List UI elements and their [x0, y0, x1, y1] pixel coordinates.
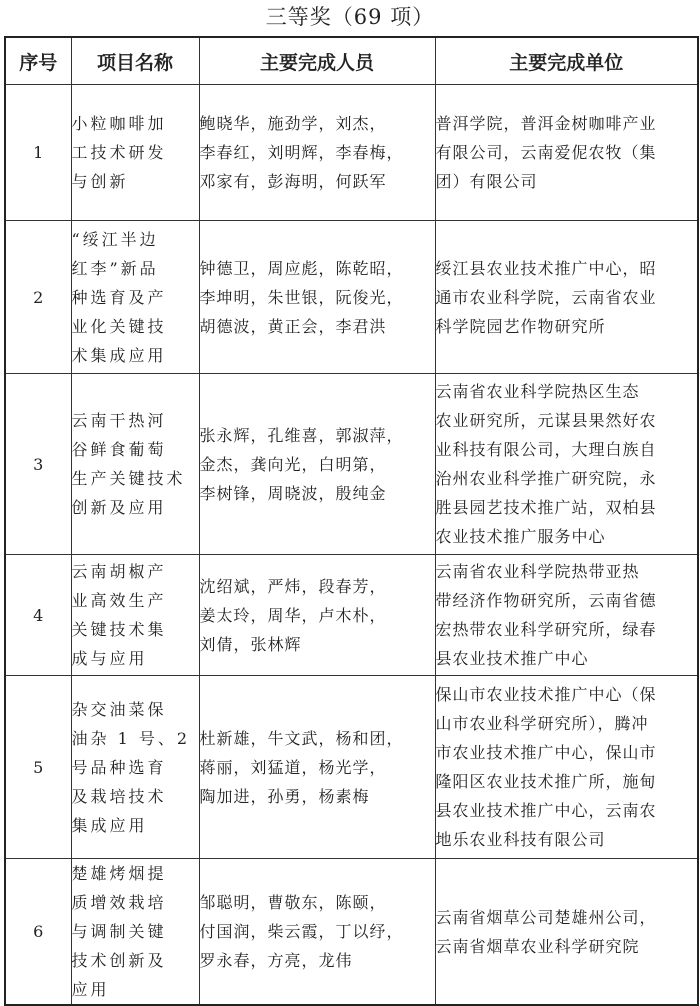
- units-line: 通市农业科学院，云南省农业: [435, 287, 657, 307]
- units-line: 普洱学院，普洱金树咖啡产业: [435, 114, 657, 133]
- row-people: [199, 555, 435, 676]
- row-units: [435, 221, 698, 374]
- row-people: [199, 221, 435, 374]
- people-line: 姜太玲，周华，卢木朴，: [199, 605, 387, 625]
- row-units: [435, 859, 698, 1006]
- project-name-line: 质增效栽培: [71, 893, 167, 912]
- units-line: 云南省烟草公司楚雄州公司，: [435, 907, 657, 927]
- project-name-line: 业化关键技: [71, 316, 167, 336]
- project-name-line: 生产关键技术: [71, 469, 186, 488]
- table-row: [5, 555, 698, 676]
- people-line: 蒋丽，刘猛道，杨光学，: [199, 757, 387, 777]
- project-name-line: 及栽培技术: [71, 786, 167, 806]
- project-name-line: 技术创新及: [71, 951, 167, 970]
- units-line: 带经济作物研究所，云南省德: [435, 591, 657, 610]
- units-line: 山市农业科学研究所），腾冲: [435, 714, 649, 733]
- row-seq: 1: [5, 85, 71, 221]
- row-seq: 4: [5, 555, 71, 676]
- row-units: [435, 555, 698, 676]
- project-name-line: 与创新: [71, 172, 129, 191]
- table-row: [5, 85, 698, 221]
- units-line: 业科技有限公司，大理白族自: [435, 440, 657, 459]
- row-units: [435, 374, 698, 555]
- project-name-line: 杂交油菜保: [71, 699, 167, 719]
- units-line: 云南省烟草农业科学研究院: [435, 936, 640, 956]
- project-name-line: 创新及应用: [71, 498, 167, 517]
- row-people: [199, 859, 435, 1006]
- row-project-name: [71, 859, 199, 1006]
- project-name-line: 云南胡椒产: [71, 562, 167, 581]
- units-line: 县农业技术推广中心，云南农: [435, 801, 657, 820]
- units-line: 市农业技术推广中心，保山市: [435, 743, 657, 762]
- units-line: 县农业技术推广中心: [435, 649, 589, 668]
- units-line: 有限公司，云南爱伲农牧（集: [435, 143, 657, 162]
- table-row: [5, 859, 698, 1006]
- project-name-line: 集成应用: [71, 815, 148, 835]
- project-name-line: 业高效生产: [71, 591, 167, 610]
- units-line: 团）有限公司: [435, 172, 538, 191]
- project-name-line: 应用: [71, 980, 110, 999]
- units-line: 治州农业科学推广研究院，永: [435, 469, 657, 488]
- people-line: 付国润，柴云霞，丁以纾，: [199, 922, 404, 941]
- project-name-line: 红李”新品: [71, 258, 159, 278]
- row-project-name: [71, 85, 199, 221]
- row-units: [435, 676, 698, 859]
- units-line: 宏热带农业科学研究所，绿春: [435, 620, 657, 639]
- people-line: 刘倩，张林辉: [199, 634, 302, 654]
- awards-table: [4, 36, 699, 1006]
- project-name-line: “绥江半边: [71, 229, 159, 249]
- people-line: 金杰，龚向光，白明第，: [199, 454, 387, 474]
- people-line: 胡德波，黄正会，李君洪: [199, 316, 387, 336]
- units-line: 农业技术推广服务中心: [435, 527, 606, 546]
- row-seq: 6: [5, 859, 71, 1006]
- page-title: 三等奖（69 项）: [265, 5, 435, 29]
- row-project-name: [71, 374, 199, 555]
- people-line: 邹聪明，曹敬东，陈颐，: [199, 893, 387, 912]
- header-units: 主要完成单位: [435, 37, 698, 85]
- header-seq: 序号: [5, 37, 71, 85]
- people-line: 鲍晓华，施劲学，刘杰，: [199, 114, 387, 133]
- project-name-line: 工技术研发: [71, 143, 167, 162]
- units-line: 胜县园艺技术推广站，双柏县: [435, 498, 657, 517]
- people-line: 李树锋，周晓波，殷纯金: [199, 483, 387, 503]
- row-people: [199, 676, 435, 859]
- units-line: 云南省农业科学院热带亚热: [435, 562, 640, 581]
- units-line: 农业研究所，元谋县果然好农: [435, 411, 657, 430]
- units-line: 绥江县农业技术推广中心，昭: [435, 258, 657, 278]
- project-name-line: 小粒咖啡加: [71, 114, 167, 133]
- table-row: [5, 374, 698, 555]
- project-name-line: 与调制关键: [71, 922, 167, 941]
- table-body: [5, 85, 698, 1006]
- row-project-name: [71, 221, 199, 374]
- people-line: 李春红，刘明辉，李春梅，: [199, 143, 404, 162]
- people-line: 沈绍斌，严炜，段春芳，: [199, 576, 387, 596]
- units-line: 地乐农业科技有限公司: [435, 830, 606, 849]
- header-people: 主要完成人员: [199, 37, 435, 85]
- people-line: 罗永春，方亮，龙伟: [199, 951, 353, 970]
- project-name-line: 云南干热河: [71, 411, 167, 430]
- row-people: [199, 374, 435, 555]
- row-project-name: [71, 676, 199, 859]
- project-name-line: 油杂 1 号、2: [71, 728, 191, 748]
- units-line: 科学院园艺作物研究所: [435, 316, 606, 336]
- row-seq: 2: [5, 221, 71, 374]
- units-line: 云南省农业科学院热区生态: [435, 382, 640, 401]
- people-line: 邓家有，彭海明，何跃军: [199, 172, 387, 191]
- table-row: [5, 221, 698, 374]
- row-project-name: [71, 555, 199, 676]
- units-line: 保山市农业技术推广中心（保: [435, 685, 657, 704]
- units-line: 隆阳区农业技术推广所，施甸: [435, 772, 657, 791]
- project-name-line: 关键技术集: [71, 620, 167, 639]
- project-name-line: 种选育及产: [71, 287, 167, 307]
- row-units: [435, 85, 698, 221]
- project-name-line: 号品种选育: [71, 757, 167, 777]
- header-project-name: 项目名称: [71, 37, 199, 85]
- table-row: [5, 676, 698, 859]
- people-line: 杜新雄，牛文武，杨和团，: [199, 728, 404, 748]
- project-name-line: 术集成应用: [71, 345, 167, 365]
- row-seq: 3: [5, 374, 71, 555]
- people-line: 李坤明，朱世银，阮俊光，: [199, 287, 404, 307]
- project-name-line: 谷鲜食葡萄: [71, 440, 167, 459]
- table-header-row: [5, 37, 698, 85]
- people-line: 钟德卫，周应彪，陈乾昭，: [199, 258, 404, 278]
- project-name-line: 成与应用: [71, 649, 148, 668]
- project-name-line: 楚雄烤烟提: [71, 864, 167, 883]
- people-line: 张永辉，孔维喜，郭淑萍，: [199, 425, 404, 445]
- people-line: 陶加进，孙勇，杨素梅: [199, 786, 370, 806]
- row-seq: 5: [5, 676, 71, 859]
- row-people: [199, 85, 435, 221]
